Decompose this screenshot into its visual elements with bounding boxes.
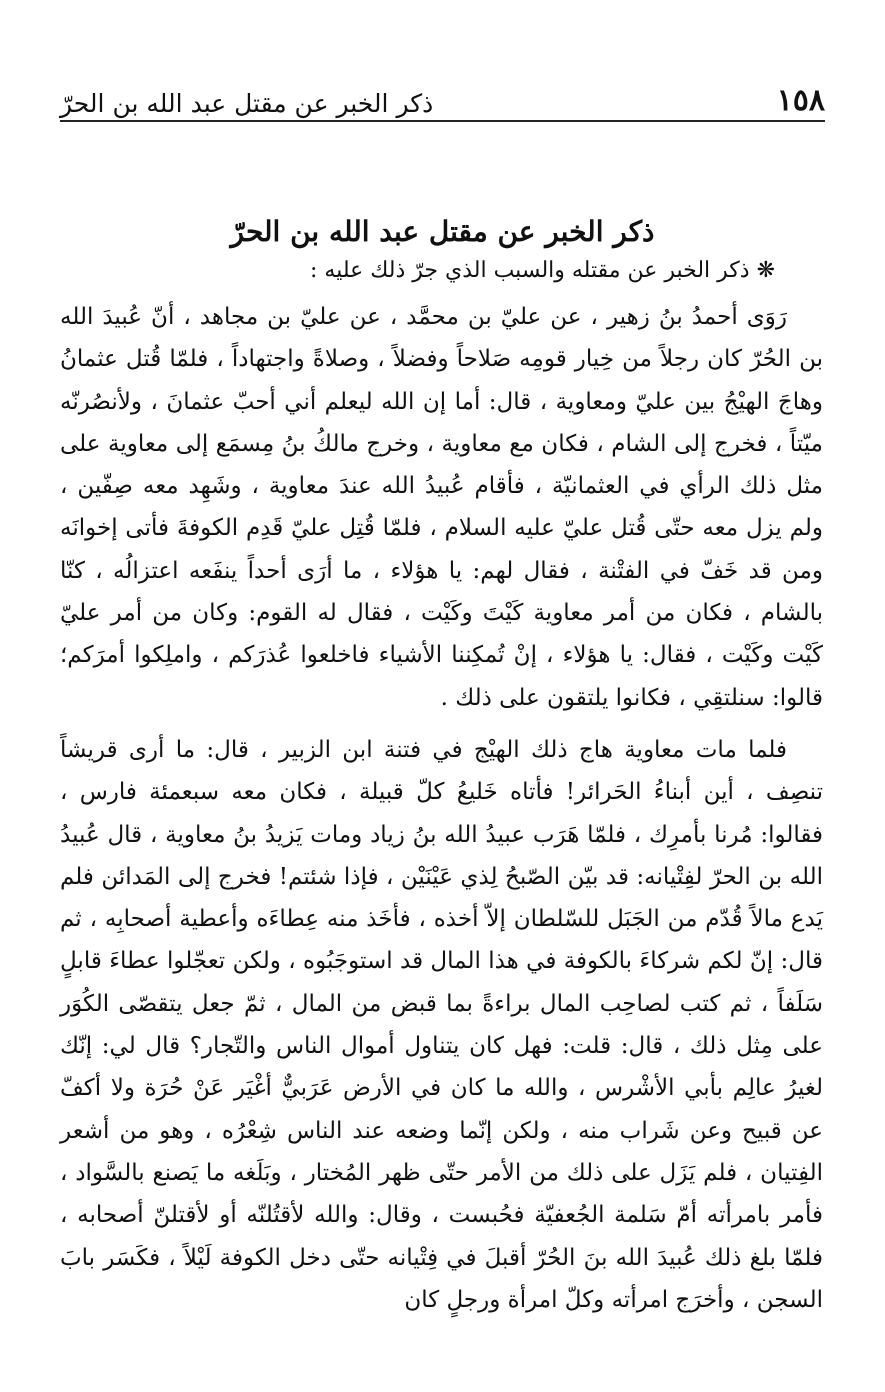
body-text xyxy=(60,296,823,1321)
chapter-title: ذكر الخبر عن مقتل عبد الله بن الحرّ xyxy=(230,214,655,248)
running-title: ذكر الخبر عن مقتل عبد الله بن الحرّ xyxy=(60,89,434,118)
intro-note: ❋ ذكر الخبر عن مقتله والسبب الذي جرّ ذلك عليه : xyxy=(310,258,775,283)
running-header xyxy=(60,72,825,116)
paragraph: فلما مات معاوية هاج ذلك الهيْج في فتنة ابن الزبير ، قال: ما أرى قريشاً تنصِف ، أين أبناءُ الحَرائر! فأتاه خَليعُ كلّ قبيلة ، فكان معه سبعمئة فارس ، فقالوا: مُرنا بأمرِك ، فلمّا هَرَب عبيدُ الله بنُ زياد ومات يَزيدُ بنُ معاوية ، قال عُبيدُ الله بن الحرّ لفِتْيانه: قد بيّن الصّبحُ لِذي عَيْنَيْن ، فإذا شئتم! فخرج إلى المَدائن فلم يَدع مالاً قُدّم من الجَبَل للسّلطان إلاّ أخذه ، فأخَذ منه عِطاءَه وأعطية أصحابِه ، ثم قال: إنّ لكم شركاءَ بالكوفة في هذا المال قد استوجَبُوه ، ولكن تعجّلوا عطاءَ قابلٍ سَلَفاً ، ثم كتب لصاحِب المال براءةً بما قبض من المال ، ثمّ جعل يتقصّى الكُوَر على مِثل ذلك ، قال: قلت: فهل كان يتناول أموال الناس والتّجار؟ قال لي: إنّك لغيرُ عالِم بأبي الأشْرس ، والله ما كان في الأرض عَرَبيٌّ أغْيَر عَنْ حُرَة ولا أكفّ عن قبيح وعن شَراب منه ، ولكن إنّما وضعه عند الناس شِعْرُه ، وهو من أشعر الفِتيان ، فلم يَزَل على ذلك من الأمر حتّى ظهر المُختار ، وبَلَغه ما يَصنع بالسَّواد ، فأمر بامرأته أمّ سَلمة الجُعفيّة فحُبست ، وقال: والله لأقتُلنّه أو لأقتلنّ أصحابه ، فلمّا بلغ ذلك عُبيدَ الله بنَ الحُرّ أقبلَ في فِتْيانه حتّى دخل الكوفة لَيْلاً ، فكَسَر بابَ السجن ، وأخرَج امرأته وكلّ امرأة ورجلٍ كان xyxy=(60,736,823,1313)
page-number: ١٥٨ xyxy=(776,83,825,118)
header-divider xyxy=(60,120,825,122)
paragraph: رَوَى أحمدُ بنُ زهير ، عن عليّ بن محمَّد ، عن عليّ بن مجاهد ، أنّ عُبيدَ الله بن الحُرّ كان رجلاً من خِيار قومِه صَلاحاً وفضلاً ، وصلاةً واجتهاداً ، فلمّا قُتل عثمانُ وهاجَ الهيْجُ بين عليّ ومعاوية ، قال: أما إن الله ليعلم أني أحبّ عثمانَ ، ولأنصُرنّه ميّتاً ، فخرج إلى الشام ، فكان مع معاوية ، وخرج مالكُ بنُ مِسمَع إلى معاوية على مثل ذلك الرأي في العثمانيّة ، فأقام عُبيدُ الله عندَ معاوية ، وشَهِد معه صِفّين ، ولم يزل معه حتّى قُتل عليّ عليه السلام ، فلمّا قُتِل عليّ قَدِم الكوفةَ فأتى إخوانَه ومن قد خَفّ في الفتْنة ، فقال لهم: يا هؤلاء ، ما أرَى أحداً ينفَعه اعتزالُه ، كنّا بالشام ، فكان من أمر معاوية كَيْتَ وكَيْت ، فقال له القوم: وكان من أمر عليّ كَيْت وكَيْت ، فقال: يا هؤلاء ، إنْ تُمكِننا الأشياء فاخلعوا عُذرَكم ، واملِكوا أمرَكم؛ قالوا: سنلتقِي ، فكانوا يلتقون على ذلك . xyxy=(60,304,823,711)
